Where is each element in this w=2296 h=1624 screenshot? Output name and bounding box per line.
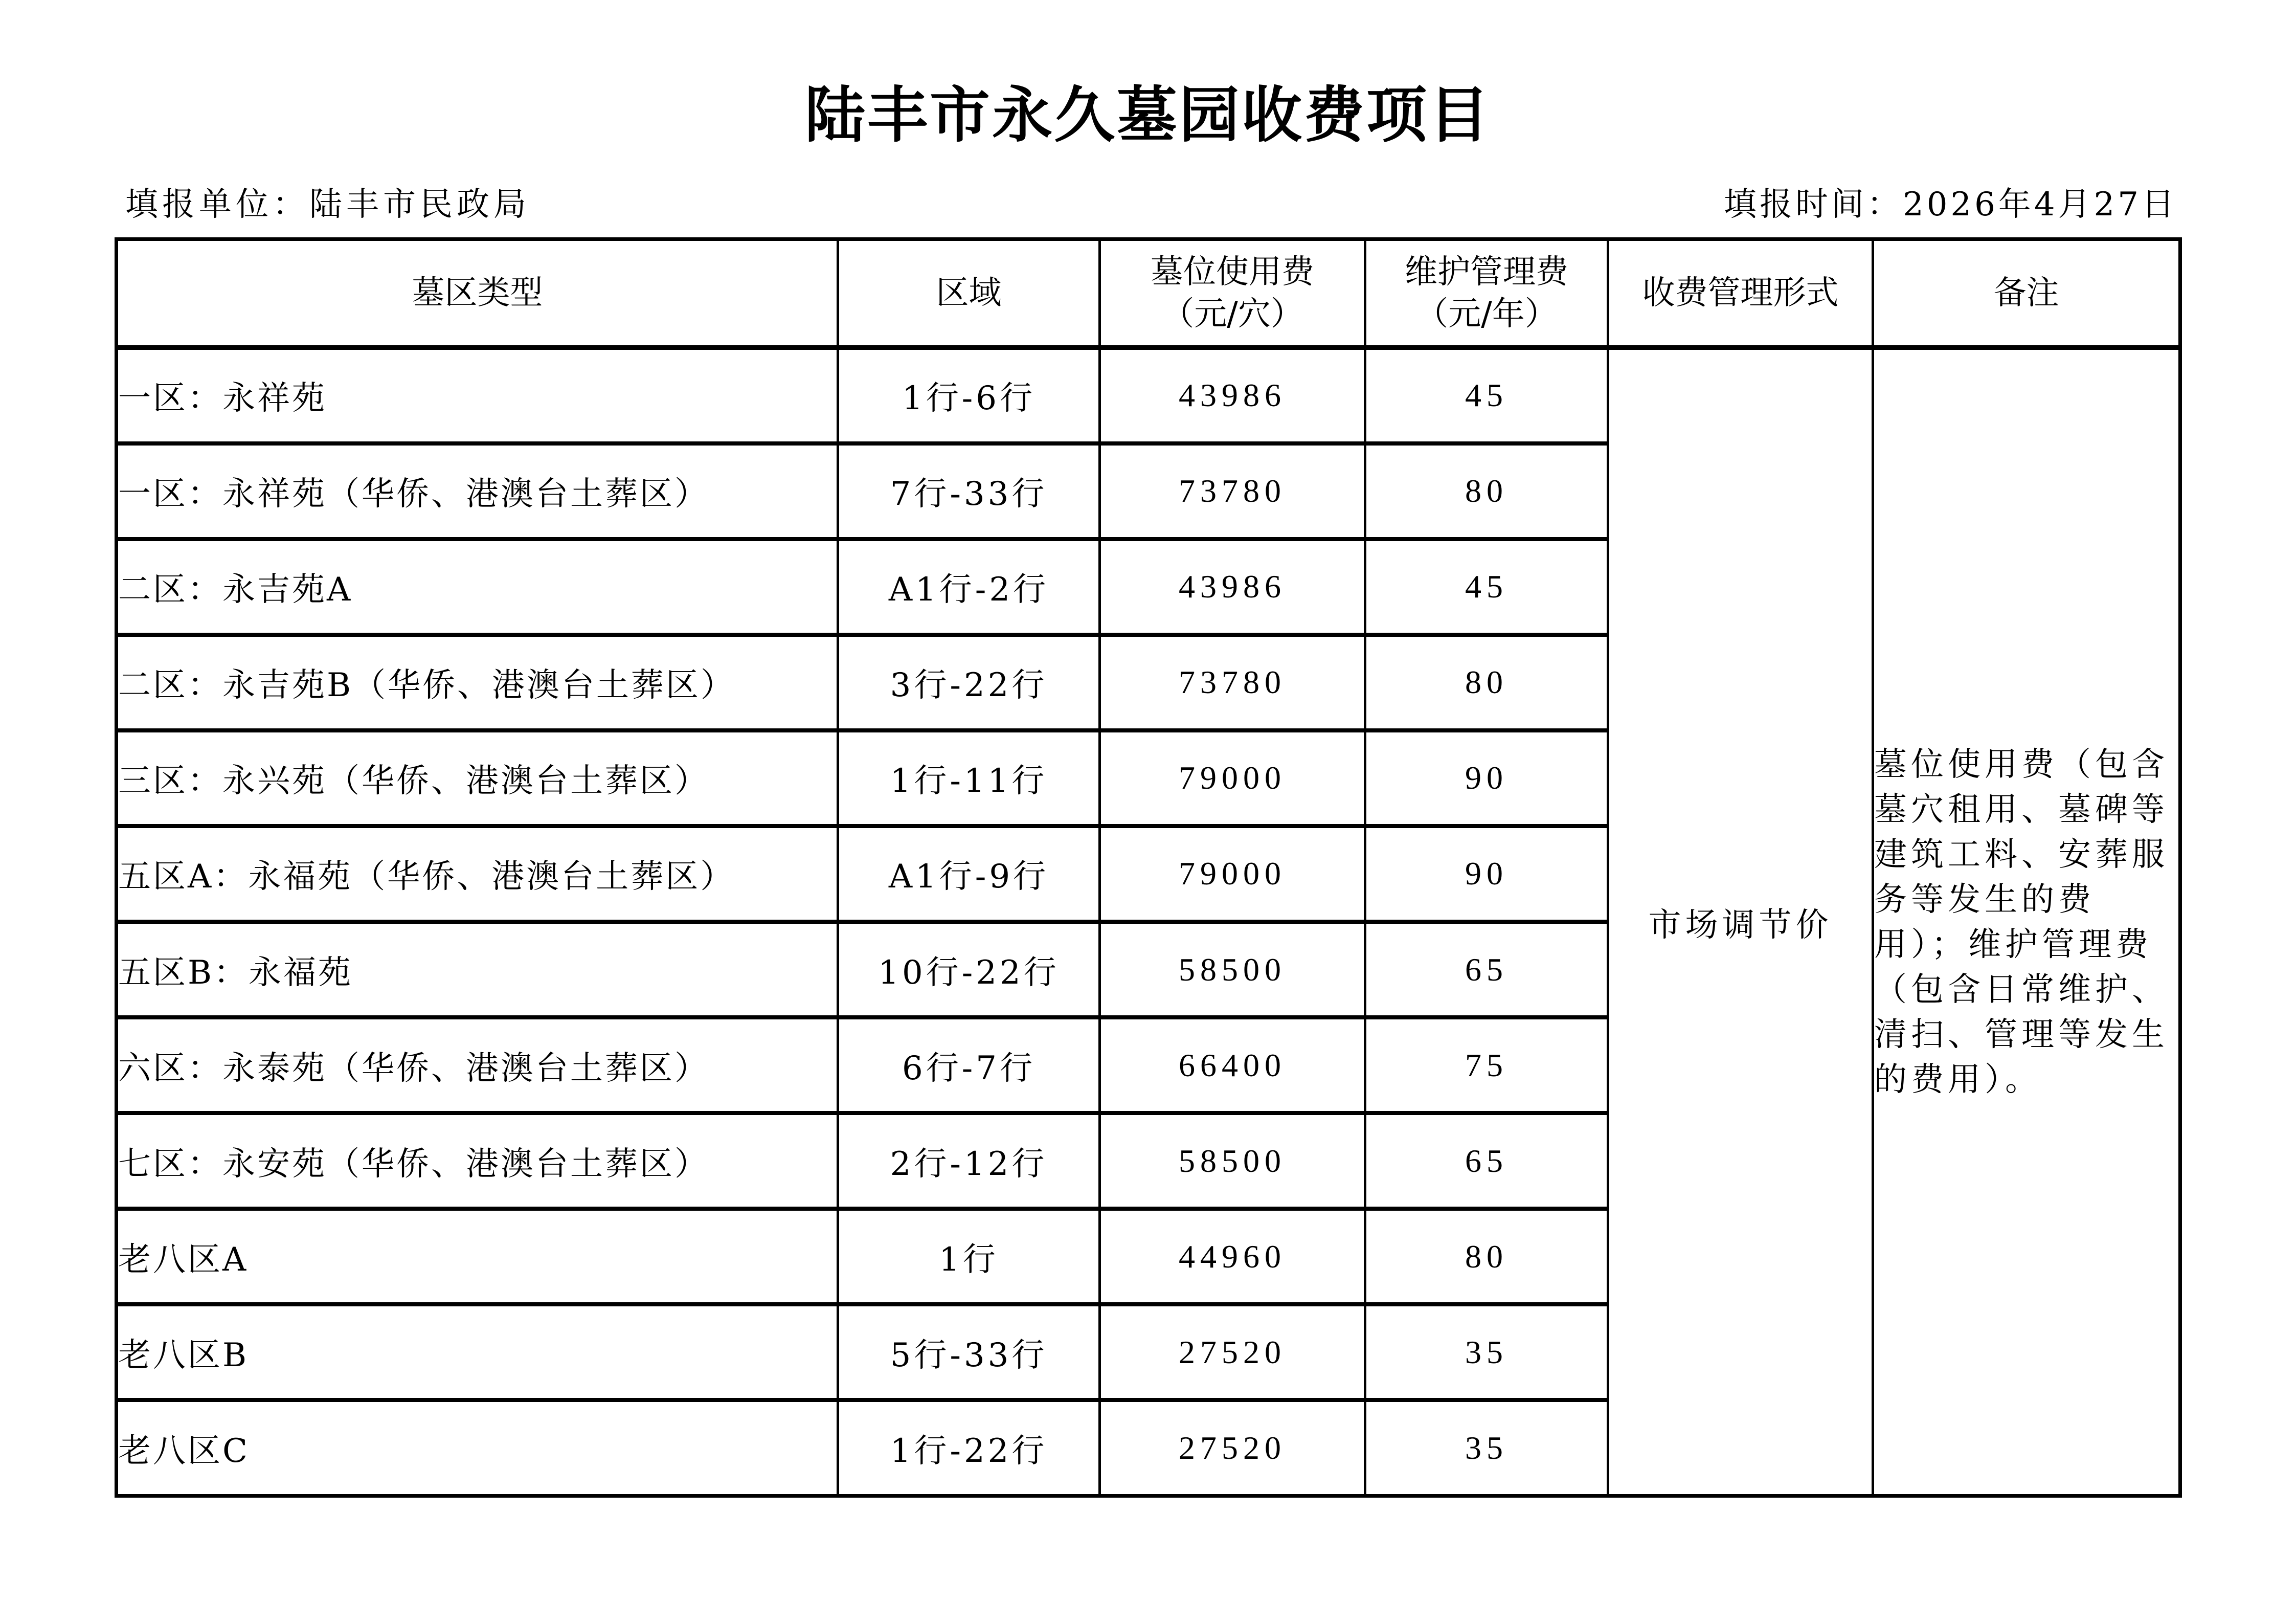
- cell-zone-type: 老八区B: [117, 1304, 838, 1400]
- cell-zone-type: 三区：永兴苑（华侨、港澳台土葬区）: [117, 730, 838, 826]
- cell-zone-type: 老八区A: [117, 1209, 838, 1304]
- cell-maintenance-fee: 35: [1365, 1400, 1608, 1496]
- cell-plot-fee: 44960: [1100, 1209, 1365, 1304]
- cell-area: 10行-22行: [838, 922, 1100, 1017]
- cell-plot-fee: 66400: [1100, 1017, 1365, 1113]
- cell-area: 1行-22行: [838, 1400, 1100, 1496]
- cell-area: 6行-7行: [838, 1017, 1100, 1113]
- cell-maintenance-fee: 75: [1365, 1017, 1608, 1113]
- table-header-row: [117, 239, 2180, 348]
- header-management-form: 收费管理形式: [1608, 239, 1873, 348]
- reporting-date-value: 2026年4月27日: [1902, 186, 2177, 224]
- reporting-date: [1724, 182, 2177, 228]
- cell-plot-fee: 27520: [1100, 1304, 1365, 1400]
- cell-zone-type: 二区：永吉苑A: [117, 539, 838, 635]
- cell-management-form: 市场调节价: [1608, 348, 1873, 1496]
- cell-area: 1行: [838, 1209, 1100, 1304]
- cell-plot-fee: 43986: [1100, 539, 1365, 635]
- header-maintenance-fee: [1365, 239, 1608, 348]
- cell-maintenance-fee: 45: [1365, 539, 1608, 635]
- cell-zone-type: 五区A：永福苑（华侨、港澳台土葬区）: [117, 826, 838, 922]
- cell-plot-fee: 58500: [1100, 1113, 1365, 1209]
- cell-zone-type: 七区：永安苑（华侨、港澳台土葬区）: [117, 1113, 838, 1209]
- header-plot-fee: [1100, 239, 1365, 348]
- cell-zone-type: 一区：永祥苑（华侨、港澳台土葬区）: [117, 443, 838, 539]
- cell-maintenance-fee: 80: [1365, 443, 1608, 539]
- cell-maintenance-fee: 80: [1365, 1209, 1608, 1304]
- header-plot-fee-unit: （元/穴）: [1161, 295, 1303, 333]
- header-plot-fee-label: 墓位使用费: [1151, 253, 1314, 291]
- cell-area: 1行-11行: [838, 730, 1100, 826]
- reporting-unit-value: 陆丰市民政局: [309, 186, 530, 224]
- cell-area: 1行-6行: [838, 348, 1100, 443]
- table-row: [117, 348, 2180, 443]
- cell-plot-fee: 73780: [1100, 443, 1365, 539]
- cell-zone-type: 老八区C: [117, 1400, 838, 1496]
- cell-maintenance-fee: 35: [1365, 1304, 1608, 1400]
- cell-zone-type: 六区：永泰苑（华侨、港澳台土葬区）: [117, 1017, 838, 1113]
- cell-maintenance-fee: 45: [1365, 348, 1608, 443]
- cell-plot-fee: 79000: [1100, 730, 1365, 826]
- reporting-date-label: 填报时间：: [1723, 186, 1903, 224]
- cell-maintenance-fee: 90: [1365, 730, 1608, 826]
- cell-area: A1行-9行: [838, 826, 1100, 922]
- reporting-unit-label: 填报单位：: [125, 186, 309, 224]
- cell-plot-fee: 73780: [1100, 635, 1365, 730]
- fee-table: [115, 237, 2182, 1498]
- cell-maintenance-fee: 65: [1365, 922, 1608, 1017]
- reporting-unit: [125, 182, 530, 228]
- header-maintenance-fee-label: 维护管理费: [1405, 253, 1568, 291]
- header-area: 区域: [838, 239, 1100, 348]
- cell-area: 3行-22行: [838, 635, 1100, 730]
- cell-zone-type: 二区：永吉苑B（华侨、港澳台土葬区）: [117, 635, 838, 730]
- cell-area: 5行-33行: [838, 1304, 1100, 1400]
- cell-maintenance-fee: 80: [1365, 635, 1608, 730]
- cell-plot-fee: 58500: [1100, 922, 1365, 1017]
- cell-zone-type: 一区：永祥苑: [117, 348, 838, 443]
- cell-remarks: 墓位使用费（包含墓穴租用、墓碑等建筑工料、安葬服务等发生的费用）；维护管理费（包含日常维护、清扫、管理等发生的费用）。: [1873, 348, 2180, 1496]
- cell-area: 2行-12行: [838, 1113, 1100, 1209]
- cell-plot-fee: 43986: [1100, 348, 1365, 443]
- cell-plot-fee: 27520: [1100, 1400, 1365, 1496]
- document-title: 陆丰市永久墓园收费项目: [804, 80, 1491, 150]
- cell-plot-fee: 79000: [1100, 826, 1365, 922]
- header-zone-type: 墓区类型: [117, 239, 838, 348]
- header-maintenance-fee-unit: （元/年）: [1415, 295, 1558, 333]
- cell-maintenance-fee: 90: [1365, 826, 1608, 922]
- cell-maintenance-fee: 65: [1365, 1113, 1608, 1209]
- cell-area: A1行-2行: [838, 539, 1100, 635]
- header-remarks: 备注: [1873, 239, 2180, 348]
- cell-area: 7行-33行: [838, 443, 1100, 539]
- cell-zone-type: 五区B：永福苑: [117, 922, 838, 1017]
